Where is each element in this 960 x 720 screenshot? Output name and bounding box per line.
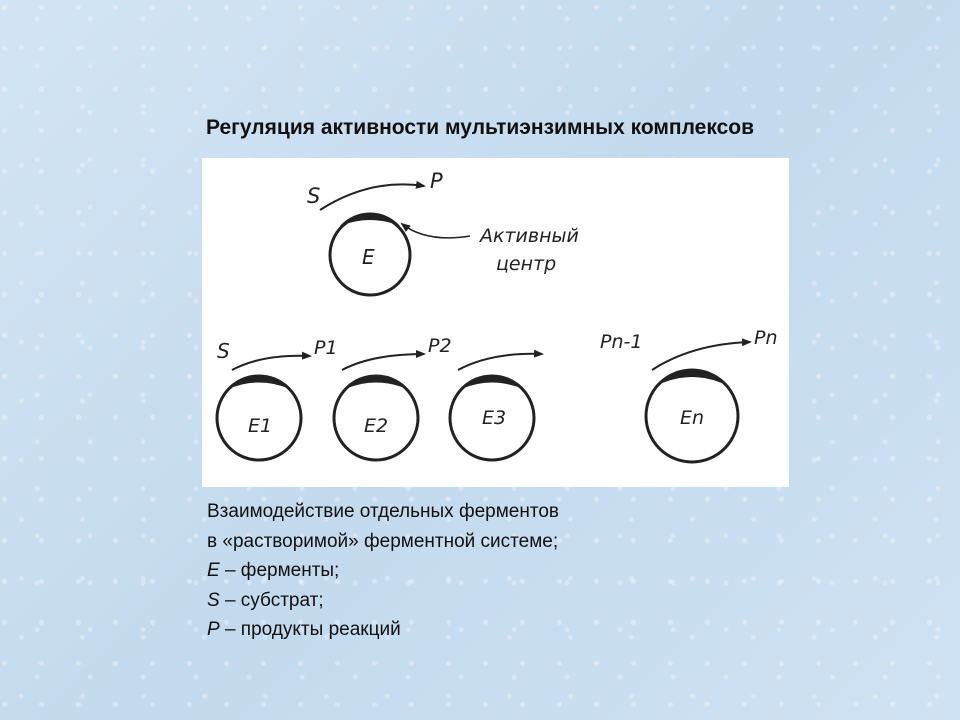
product-label: P — [430, 169, 443, 193]
caption-text-e: – ферменты; — [219, 560, 340, 581]
single-enzyme — [307, 169, 579, 295]
reaction-arrow-n — [652, 342, 750, 370]
caption-line-5 — [207, 615, 559, 645]
caption-symbol-s: S — [207, 589, 220, 611]
enzyme-label: E — [362, 245, 375, 269]
product-label-p2: P2 — [428, 335, 452, 357]
product-label-p1: P1 — [314, 337, 338, 359]
enzyme-chain — [217, 327, 778, 462]
caption-symbol-p: P — [207, 619, 220, 640]
chain-substrate-label: S — [217, 339, 230, 363]
enzyme-diagram — [202, 158, 789, 487]
product-label-pn: Pn — [754, 327, 778, 349]
slide-title: Регуляция активности мультиэнзимных комплексов — [206, 116, 754, 139]
active-center-e3 — [461, 375, 523, 389]
active-center — [340, 212, 400, 226]
reaction-arrow-2 — [342, 354, 424, 370]
reaction-arrow-1 — [232, 356, 310, 370]
caption-line-3 — [207, 556, 559, 586]
caption-symbol-e: E — [207, 560, 220, 581]
enzyme-diagram-svg — [202, 158, 789, 487]
enzyme-label-en: En — [680, 407, 705, 429]
active-center-label-line1: Активный — [480, 225, 579, 247]
active-center-en — [660, 371, 724, 384]
caption-line-4 — [207, 586, 559, 616]
reaction-arrow — [320, 184, 424, 210]
active-center-pointer — [402, 224, 470, 238]
enzyme-label-e1: E1 — [248, 415, 273, 437]
caption-text-s: – субстрат; — [219, 589, 324, 611]
reaction-arrow-3 — [458, 354, 542, 370]
enzyme-label-e3: E3 — [482, 407, 507, 429]
caption-line-2: в «растворимой» ферментной системе; — [207, 530, 559, 552]
enzyme-label-e2: E2 — [364, 415, 389, 437]
substrate-label: S — [307, 184, 321, 208]
product-label-pn-1: Pn-1 — [600, 331, 643, 353]
caption-line-1: Взаимодействие отдельных ферментов — [207, 501, 559, 522]
active-center-label-line2: центр — [496, 253, 557, 275]
active-center-e2 — [345, 375, 407, 389]
caption-text-p: – продукты реакций — [219, 619, 401, 640]
figure-caption — [207, 497, 559, 645]
active-center-e1 — [228, 375, 290, 389]
